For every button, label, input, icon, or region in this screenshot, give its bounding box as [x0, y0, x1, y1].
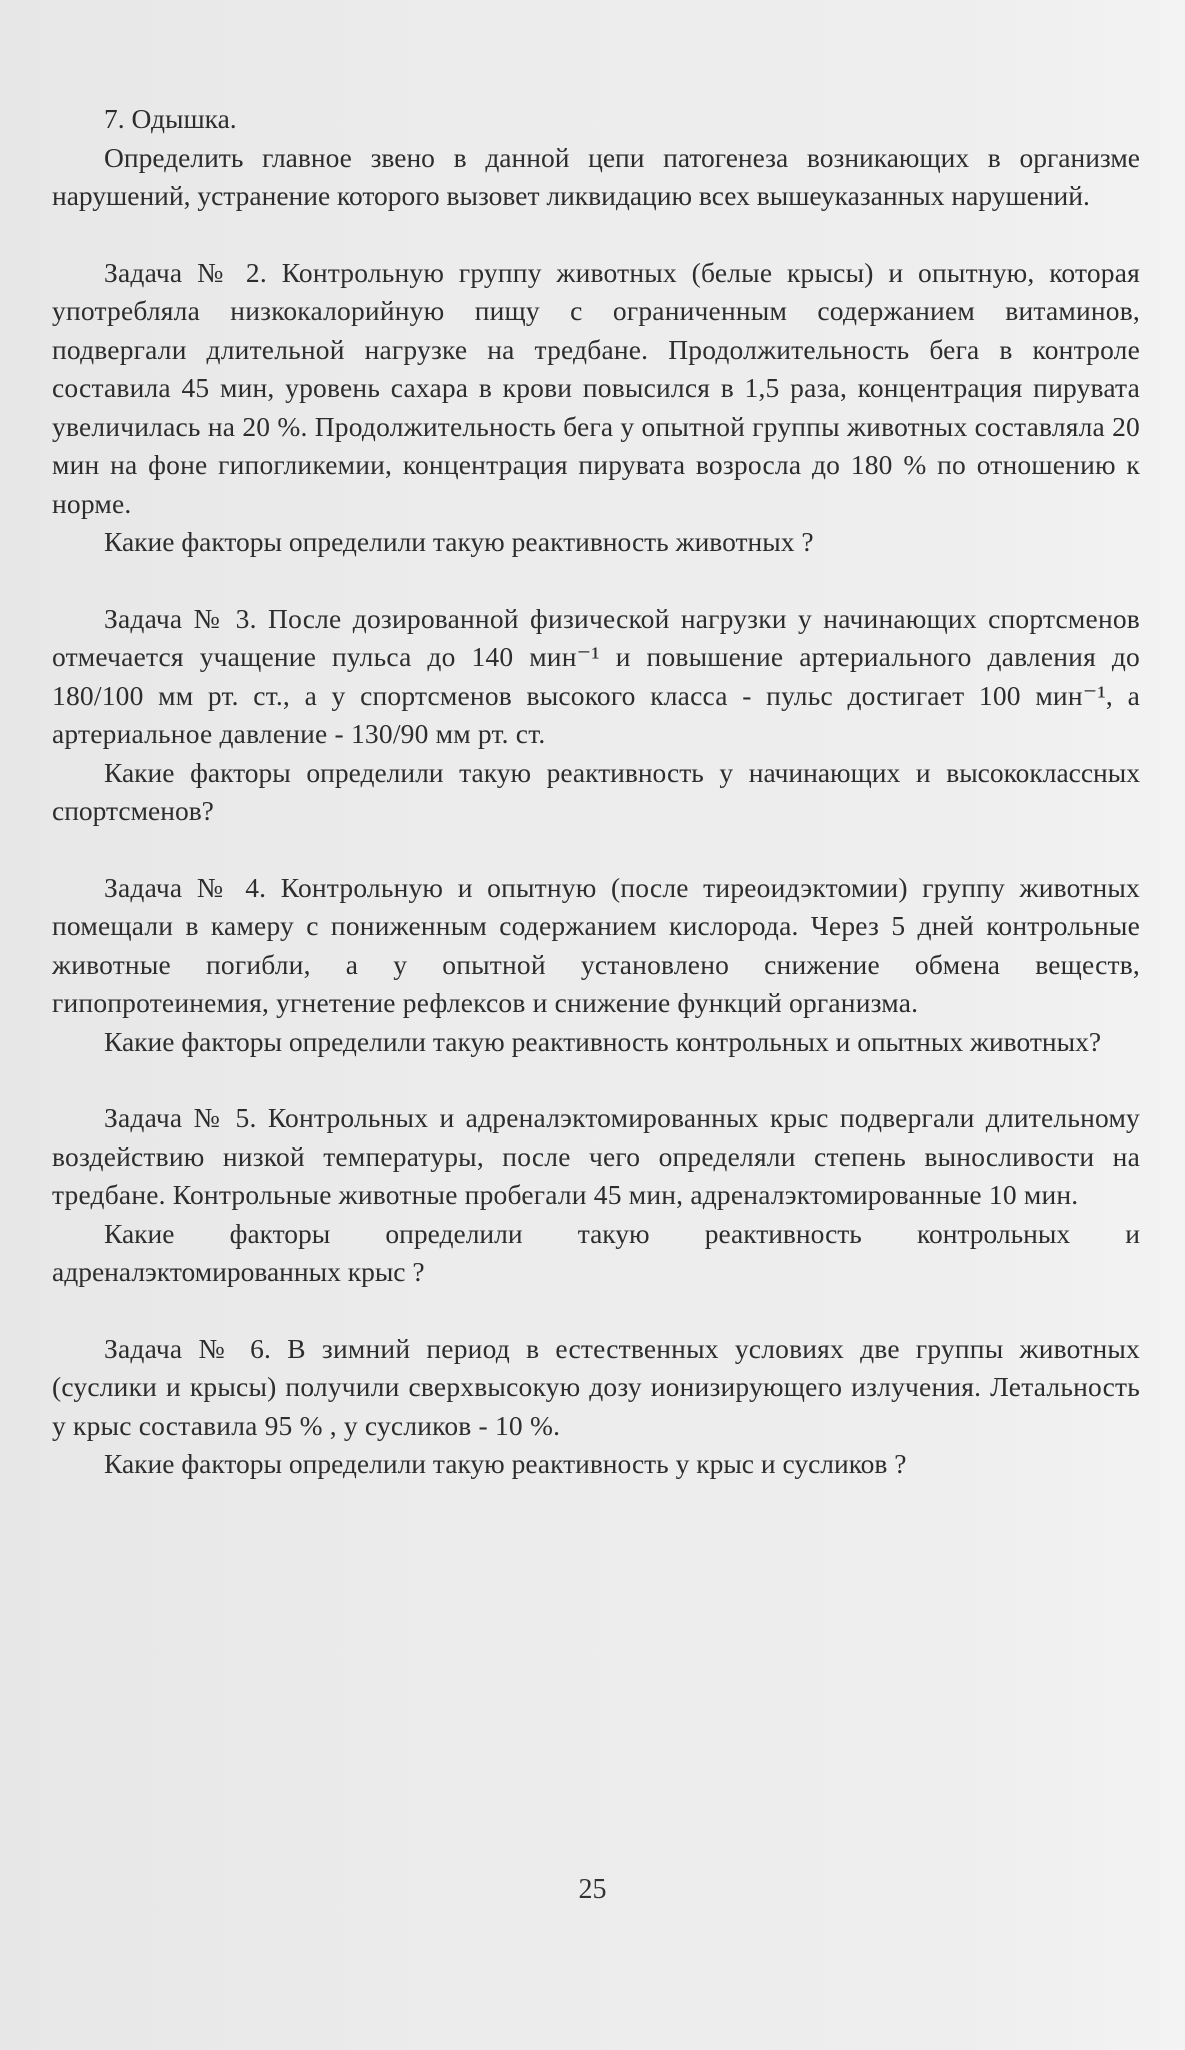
spacer: [52, 1061, 1140, 1099]
task-5-text: Задача № 5. Контрольных и адреналэктомированных крыс подвергали длительному воздействию низкой температуры, после чего определяли степень выносливости на тредбане. Контрольные животные пробегали 45 мин, адреналэктомированные 10 мин.: [52, 1102, 1140, 1210]
task-6-text: Задача № 6. В зимний период в естественных условиях две группы животных (суслики и крысы) получили сверхвысокую дозу ионизирующего излучения. Летальность у крыс составила 95 % , у сусликов - 10 %.: [52, 1332, 1140, 1441]
page-content: [52, 100, 1140, 1484]
task-3-text: Задача № 3. После дозированной физической нагрузки у начинающих спортсменов отмечается учащение пульса до 140 мин⁻¹ и повышение артериального давления до 180/100 мм рт. ст., а у спортсменов высокого класса - пульс достигает 100 мин⁻¹, а артериальное давление - 130/90 мм рт. ст.: [52, 602, 1140, 749]
spacer: [52, 216, 1140, 254]
task-2-question: Какие факторы определили такую реактивность животных ?: [104, 526, 814, 557]
task-2-text: Задача № 2. Контрольную группу животных (белые крысы) и опытную, которая употребляла низкокалорийную пищу с ограниченным содержанием витаминов, подвергали длительной нагрузке на тредбане. Продолжительность бега в контроле составила 45 мин, уровень сахара в крови повысился в 1,5 раза, концентрация пирувата увеличилась на 20 %. Продолжительность бега у опытной группы животных составляла 20 мин на фоне гипогликемии, концентрация пирувата возросла до 180 % по отношению к норме.: [52, 256, 1140, 519]
task-6-question: Какие факторы определили такую реактивность у крыс и сусликов ?: [104, 1448, 907, 1479]
intro-question: Определить главное звено в данной цепи патогенеза возникающих в организме нарушений, устранение которого вызовет ликвидацию всех вышеуказанных нарушений.: [52, 141, 1140, 211]
task-3-question: Какие факторы определили такую реактивность у начинающих и высококлассных спортсменов?: [52, 756, 1140, 826]
task-4-question: Какие факторы определили такую реактивность контрольных и опытных животных?: [104, 1025, 1102, 1057]
spacer: [52, 1292, 1140, 1330]
page-number: 25: [578, 1874, 607, 1905]
task-5-question: Какие факторы определили такую реактивность контрольных и адреналэктомированных крыс ?: [52, 1217, 1140, 1287]
spacer: [52, 562, 1140, 600]
list-item-7: 7. Одышка.: [104, 103, 237, 134]
spacer: [52, 831, 1140, 869]
task-4-text: Задача № 4. Контрольную и опытную (после тиреоидэктомии) группу животных помещали в камеру с пониженным содержанием кислорода. Через 5 дней контрольные животные погибли, а у опытной установлено снижение обмена веществ, гипопротеинемия, угнетение рефлексов и снижение функций организма.: [52, 871, 1140, 1018]
